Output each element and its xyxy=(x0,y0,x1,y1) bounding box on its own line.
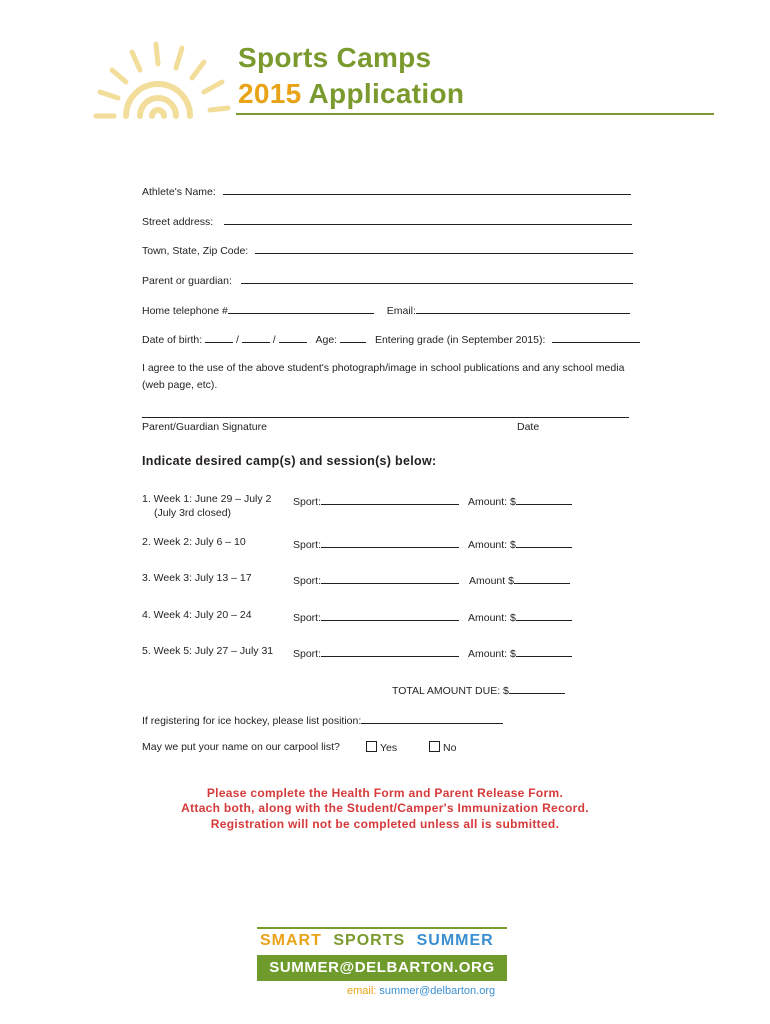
footer-summer: SUMMER xyxy=(416,932,494,949)
week-5-amount xyxy=(468,645,572,660)
carpool-question: May we put your name on our carpool list? xyxy=(142,741,340,753)
home-telephone-field[interactable] xyxy=(228,302,374,314)
dob-sep-1: / xyxy=(235,334,239,346)
sport-label: Sport: xyxy=(293,575,322,587)
dob-row xyxy=(142,331,640,346)
athlete-name-field[interactable] xyxy=(223,183,631,195)
week-1-note: (July 3rd closed) xyxy=(154,507,232,519)
week-5-label: 5. Week 5: July 27 – July 31 xyxy=(142,645,274,657)
total-amount-field[interactable] xyxy=(509,682,565,694)
week-2-amount xyxy=(468,536,572,551)
date-label: Date xyxy=(517,421,540,433)
week-4-label: 4. Week 4: July 20 – 24 xyxy=(142,609,252,621)
week-3-sport-field[interactable] xyxy=(321,572,459,584)
dob-day-field[interactable] xyxy=(242,331,270,343)
carpool-yes[interactable] xyxy=(366,741,397,754)
title-year: 2015 xyxy=(238,78,302,109)
total-amount-label: TOTAL AMOUNT DUE: $ xyxy=(392,685,509,697)
yes-checkbox[interactable] xyxy=(366,741,377,752)
signature-line[interactable] xyxy=(142,417,629,418)
week-4-amount xyxy=(468,609,572,624)
sun-logo-icon xyxy=(78,32,238,122)
consent-line-1: I agree to the use of the above student's photograph/image in school publications and any school media xyxy=(142,362,625,374)
notice-line-3: Registration will not be completed unless all is submitted. xyxy=(210,817,560,831)
street-address-field[interactable] xyxy=(224,213,632,225)
town-state-zip-label: Town, State, Zip Code: xyxy=(142,245,249,257)
age-label: Age: xyxy=(315,334,338,346)
entering-grade-field[interactable] xyxy=(552,331,640,343)
dob-year-field[interactable] xyxy=(279,331,307,343)
amount-label: Amount: $ xyxy=(468,539,516,551)
title-underline xyxy=(236,113,714,115)
town-state-zip-row xyxy=(142,242,633,257)
age-field[interactable] xyxy=(340,331,366,343)
street-address-row xyxy=(142,213,632,228)
week-1-sport xyxy=(293,493,459,508)
parent-guardian-field[interactable] xyxy=(241,272,633,284)
ice-hockey-field[interactable] xyxy=(361,712,503,724)
footer-email-banner-text: SUMMER@DELBARTON.ORG xyxy=(269,959,495,976)
no-label: No xyxy=(443,742,457,754)
carpool-no[interactable] xyxy=(429,741,456,754)
week-5-sport-field[interactable] xyxy=(321,645,459,657)
week-2-sport xyxy=(293,536,459,551)
footer-email-label: email: xyxy=(347,985,377,997)
athlete-name-label: Athlete's Name: xyxy=(142,186,216,198)
week-4-sport xyxy=(293,609,459,624)
parent-guardian-label: Parent or guardian: xyxy=(142,275,232,287)
week-1-amount xyxy=(468,493,572,508)
week-5-sport xyxy=(293,645,459,660)
dob-label: Date of birth: xyxy=(142,334,203,346)
no-checkbox[interactable] xyxy=(429,741,440,752)
parent-guardian-row xyxy=(142,272,633,287)
street-address-label: Street address: xyxy=(142,216,214,228)
page-title-line2 xyxy=(238,78,464,110)
sport-label: Sport: xyxy=(293,539,322,551)
week-4-amount-field[interactable] xyxy=(516,609,572,621)
footer-tagline xyxy=(260,932,494,950)
signature-label: Parent/Guardian Signature xyxy=(142,421,267,433)
sport-label: Sport: xyxy=(293,496,322,508)
town-state-zip-field[interactable] xyxy=(255,242,633,254)
total-amount-row xyxy=(392,682,565,697)
footer-smart: SMART xyxy=(260,932,322,949)
week-5-amount-field[interactable] xyxy=(516,645,572,657)
footer-email-link[interactable]: summer@delbarton.org xyxy=(379,985,496,997)
athlete-name-row xyxy=(142,183,631,198)
week-3-sport xyxy=(293,572,459,587)
dob-sep-2: / xyxy=(272,334,276,346)
entering-grade-label: Entering grade (in September 2015): xyxy=(374,334,546,346)
title-application: Application xyxy=(301,78,465,109)
amount-label: Amount $ xyxy=(469,575,514,587)
week-3-amount xyxy=(469,572,570,587)
footer-sports: SPORTS xyxy=(333,932,406,949)
week-2-label: 2. Week 2: July 6 – 10 xyxy=(142,536,246,548)
footer-top-rule xyxy=(257,927,507,929)
week-2-amount-field[interactable] xyxy=(516,536,572,548)
week-4-sport-field[interactable] xyxy=(321,609,459,621)
week-3-label: 3. Week 3: July 13 – 17 xyxy=(142,572,252,584)
week-2-sport-field[interactable] xyxy=(321,536,459,548)
home-telephone-label: Home telephone # xyxy=(142,305,228,317)
ice-hockey-row xyxy=(142,712,503,727)
dob-month-field[interactable] xyxy=(205,331,233,343)
ice-hockey-label: If registering for ice hockey, please list position: xyxy=(142,715,362,727)
page-title-line1: Sports Camps xyxy=(238,42,432,73)
amount-label: Amount: $ xyxy=(468,612,516,624)
sport-label: Sport: xyxy=(293,612,322,624)
sport-label: Sport: xyxy=(293,648,322,660)
week-1-amount-field[interactable] xyxy=(516,493,572,505)
yes-label: Yes xyxy=(380,742,398,754)
amount-label: Amount: $ xyxy=(468,496,516,508)
camps-heading: Indicate desired camp(s) and session(s) below: xyxy=(142,454,437,468)
consent-line-2: (web page, etc). xyxy=(142,379,218,391)
week-1-label: 1. Week 1: June 29 – July 2 xyxy=(142,493,272,505)
footer-email-line xyxy=(347,985,495,997)
amount-label: Amount: $ xyxy=(468,648,516,660)
phone-email-row xyxy=(142,302,630,317)
notice-line-1: Please complete the Health Form and Parent Release Form. xyxy=(206,786,564,800)
email-field[interactable] xyxy=(416,302,630,314)
notice-line-2: Attach both, along with the Student/Camper's Immunization Record. xyxy=(181,801,589,815)
week-3-amount-field[interactable] xyxy=(514,572,570,584)
week-1-sport-field[interactable] xyxy=(321,493,459,505)
email-label: Email: xyxy=(386,305,416,317)
